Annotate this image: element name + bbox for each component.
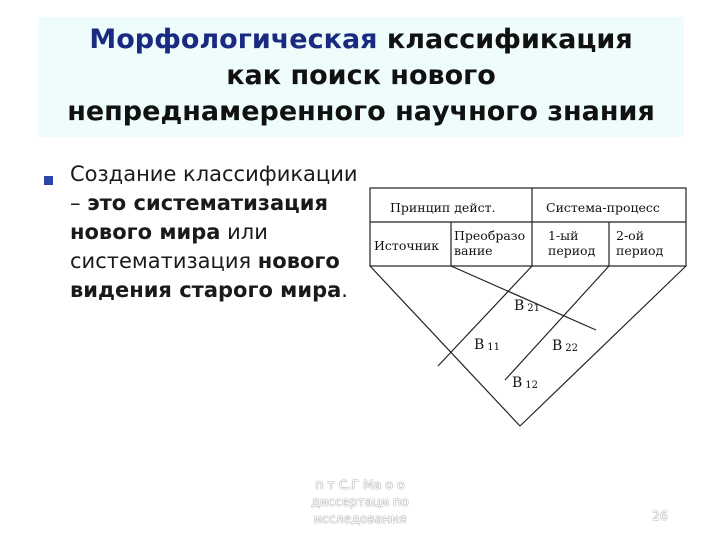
body-paragraph: Создание классификации – это систематизация нового мира или систематизация нового видения старого мира. xyxy=(70,162,358,302)
page-number: 26 xyxy=(652,508,668,523)
label-b22: В $_{22}$ xyxy=(552,338,579,354)
cell-first-period: 1-ый период xyxy=(548,228,596,258)
label-b12: В $_{12}$ xyxy=(512,375,539,391)
triangle-right-edge xyxy=(520,266,686,426)
label-b11: В $_{11}$ xyxy=(474,337,501,353)
cell-source: Источник xyxy=(374,238,440,253)
title-line-2: как поиск нового xyxy=(226,60,496,91)
title-line-3: непреднамеренного научного знания xyxy=(67,96,655,127)
footer-credit: п т С.Г Ма о о диссертаци по исследования xyxy=(311,477,409,526)
title-line-1: Морфологическая классификация xyxy=(89,24,633,55)
label-b21: В $_{21}$ xyxy=(514,298,541,314)
cell-second-period: 2-ой период xyxy=(616,228,664,258)
header-system-process: Система-процесс xyxy=(546,200,660,215)
triangle-inner-line-3 xyxy=(505,266,609,380)
cell-transformation: Преобразо вание xyxy=(454,228,526,258)
header-principle: Принцип дейст. xyxy=(390,200,496,215)
